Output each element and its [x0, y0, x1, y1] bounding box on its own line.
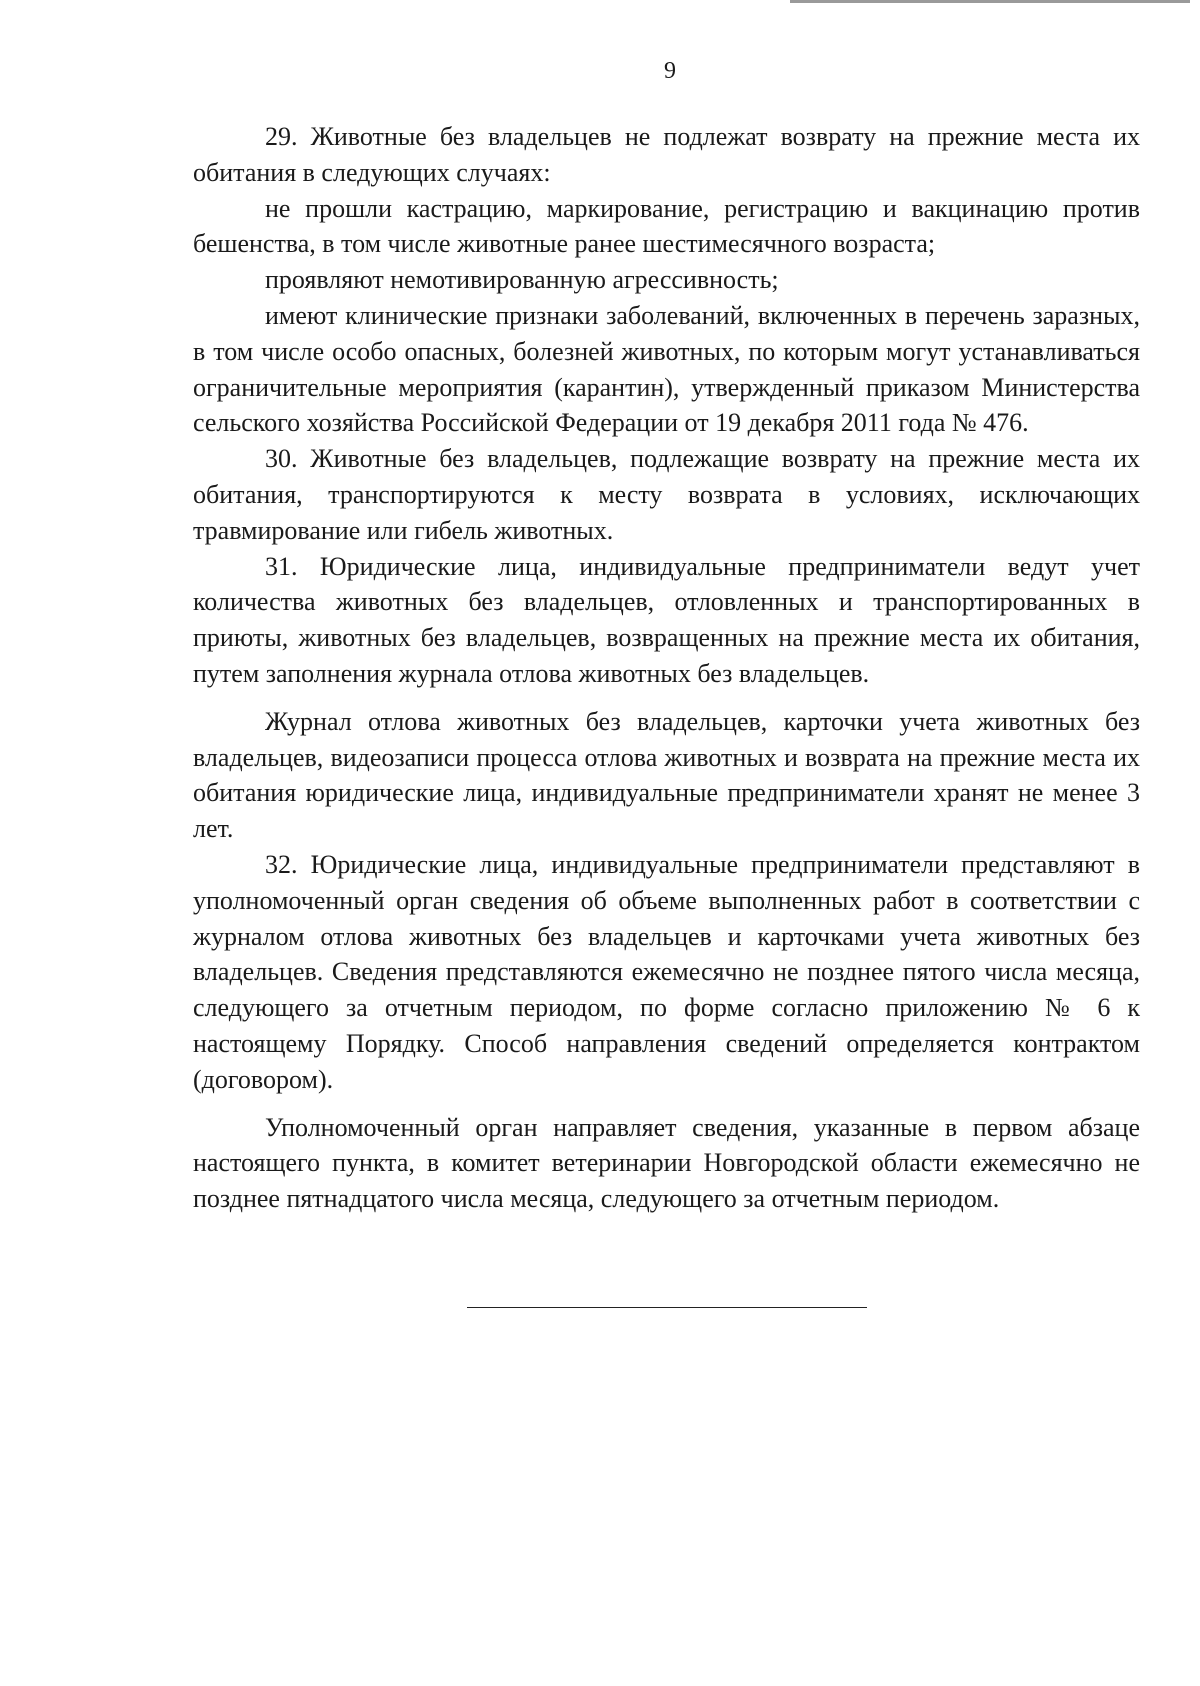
paragraph-31-journal: Журнал отлова животных без владельцев, карточки учета животных без владельцев, видеозаписи процесса отлова животных и возврата на прежние места их обитания юридические лица, индивидуальные предприниматели хранят не менее 3 лет. [193, 706, 1140, 844]
document-body [193, 119, 1140, 1217]
paragraph-29-case-disease: имеют клинические признаки заболеваний, включенных в перечень заразных, в том числе особо опасных, болезней животных, по которым могут устанавливаться ограничительные мероприятия (карантин), утвержденный приказом Министерства сельского хозяйства Российской Федерации от 19 декабря 2011 года № 476. [193, 300, 1140, 438]
paragraph-29-intro: 29. Животные без владельцев не подлежат возврату на прежние места их обитания в следующих случаях: [193, 122, 1140, 187]
paragraph-32-authority: Уполномоченный орган направляет сведения, указанные в первом абзаце настоящего пункта, в комитет ветеринарии Новгородской области ежемесячно не позднее пятнадцатого числа месяца, следующего за отчетным периодом. [193, 1112, 1140, 1214]
paragraph-31: 31. Юридические лица, индивидуальные предприниматели ведут учет количества животных без владельцев, отловленных и транспортированных в приюты, животных без владельцев, возвращенных на прежние места их обитания, путем заполнения журнала отлова животных без владельцев. [193, 551, 1140, 688]
paragraph-29-case-not-vaccinated: не прошли кастрацию, маркирование, регистрацию и вакцинацию против бешенства, в том числе животные ранее шестимесячного возраста; [193, 193, 1140, 259]
end-rule [467, 1307, 867, 1308]
paragraph-32: 32. Юридические лица, индивидуальные предприниматели представляют в уполномоченный орган сведения об объеме выполненных работ в соответствии с журналом отлова животных без владельцев и карточками учета животных без владельцев. Сведения представляются ежемесячно не позднее пятого числа месяца, следующего за отчетным периодом, по форме согласно приложению № 6 к настоящему Порядку. Способ направления сведений определяется контрактом (договором). [193, 849, 1140, 1094]
paragraph-29-case-aggressive: проявляют немотивированную агрессивность; [265, 265, 779, 295]
scan-edge [790, 0, 1190, 3]
paragraph-30: 30. Животные без владельцев, подлежащие возврату на прежние места их обитания, транспортируются к месту возврата в условиях, исключающих травмирование или гибель животных. [193, 444, 1140, 545]
page-number: 9 [664, 58, 676, 84]
